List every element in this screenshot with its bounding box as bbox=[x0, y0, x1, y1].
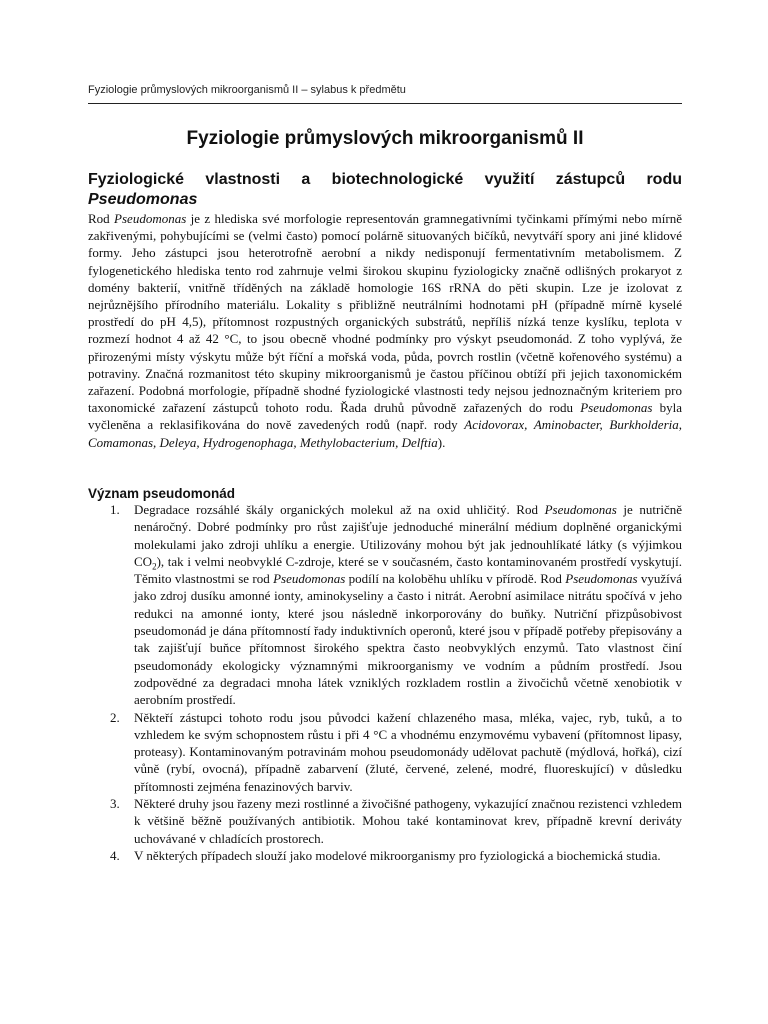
page-title: Fyziologie průmyslových mikroorganismů II bbox=[186, 128, 584, 149]
list-text: využívá jako zdroj dusíku amonné ionty, aminokyseliny a často i nitrát. Aerobní asimilace nitrátu spočívá v jeho redukci na amonné ionty, které jsou následně inkorporovány do buňky. Nutriční přizpůsobivost pseudomonád je dána přítomností řady induktivních operonů, které jsou v případě potřeby přepisovány a tak zajišťují buňce přítomnost širokého spektra často neobvyklých enzymů. Tato vlastnost činí pseudomonády ekologicky významnými mikroorganismy ve vodním a půdním prostředí. Jsou zodpovědné za degradaci mnoha látek vzniklých rozkladem rostlin a živočichů včetně xenobiotik v aerobním prostředí. bbox=[134, 571, 683, 708]
list-item bbox=[88, 795, 682, 847]
list-item bbox=[88, 501, 682, 709]
subscript: 2 bbox=[152, 561, 157, 572]
list-text: Někteří zástupci tohoto rodu jsou původci kažení chlazeného masa, mléka, vajec, ryb, tuků, a to vzhledem ke svým schopnostem růstu i při 4 °C a vhodnému enzymovému vybavení (přítomnost lipasy, proteasy). Kontaminovaným potravinám mohou pseudomonády udělovat pachutě (mýdlová, hořká), cizí vůně (rybí, ovocná), případně zabarvení (žluté, červené, zelené, modré, fluoreskující) v důsledku přítomnosti zejména fenazinových barviv. bbox=[134, 709, 682, 794]
genera-list: Acidovorax, Aminobacter, Burkholderia, Comamonas, Deleya, Hydrogenophaga, Methylobacterium, Delftia bbox=[88, 417, 682, 450]
running-header: Fyziologie průmyslových mikroorganismů II – sylabus k předmětu bbox=[88, 84, 406, 96]
list-number: 4. bbox=[110, 847, 120, 863]
list-text: je nutričně nenáročný. Dobré podmínky pro růst zajišťuje jednoduché minerální médium doplněné organickými molekulami jako zdroji uhlíku a energie. Utilizovány mohou být jak jednouhlíkaté látky (s výjimkou CO bbox=[134, 502, 683, 569]
genus-name: Pseudomonas bbox=[273, 571, 346, 587]
significance-heading: Význam pseudomonád bbox=[88, 486, 236, 501]
genus-name: Pseudomonas bbox=[565, 571, 638, 587]
list-text: podílí na koloběhu uhlíku v přírodě. Rod bbox=[345, 571, 566, 587]
intro-text-d: ). bbox=[437, 434, 446, 450]
list-item bbox=[88, 847, 682, 864]
intro-text-c: byla vyčleněna a reklasifikována do nově zavedených rodů (např. rody bbox=[88, 400, 682, 433]
header-rule bbox=[88, 103, 682, 104]
section-heading: Fyziologické vlastnosti a biotechnologické využití zástupců rodu bbox=[88, 171, 682, 188]
genus-name: Pseudomonas bbox=[114, 211, 187, 226]
genus-name: Pseudomonas bbox=[580, 400, 653, 416]
list-number: 1. bbox=[110, 502, 120, 517]
list-number: 2. bbox=[110, 709, 120, 725]
genus-name: Pseudomonas bbox=[544, 502, 617, 517]
list-number: 3. bbox=[110, 796, 120, 812]
intro-text-b: je z hlediska své morfologie representován gramnegativními tyčinkami přímými nebo mírně zakřivenými, pohybujícími se (velmi často) pomocí polárně situovaných bičíků, nevytváří spory ani jiné klidové formy. Jeho zástupci jsou heterotrofně aerobní a nikdy nedisponují fermentativním metabolismem. Z fylogenetického hlediska tento rod zahrnuje velmi širokou skupinu fyziologicky značně odlišných prokaryot z domény bakterií, vnitřně tříděných na základě homologie 16S rRNA do pěti skupin. Lze je izolovat z nejrůznějšího přírodního materiálu. Lokality s přibližně neutrálními hodnotami pH (případně mírně kyselé prostředí do pH 4,5), přítomnost rozpustných organických substrátů, nepříliš nízká tenze kyslíku, teplota v rozmezí hodnot 4 až 42 °C, to jsou obecně vhodné podmínky pro výskyt pseudomonád. Z toho vyplývá, že přirozenými místy výskytu může být říční a mořská voda, půda, povrch rostlin (včetně kořenového systému) a potraviny. Značná rozmanitost této skupiny mikroorganismů je častou příčinou obtíží při jejich taxonomickém zařazení. Podobná morfologie, případně shodné fyziologické vlastnosti tedy nejsou jednoznačným kriteriem pro taxonomické zařazení zástupců tohoto rodu. Řada druhů původně zařazených do rodu bbox=[88, 211, 682, 416]
section-heading-genus: Pseudomonas bbox=[88, 191, 198, 208]
list-item bbox=[88, 709, 682, 795]
list-text: Degradace rozsáhlé škály organických molekul až na oxid uhličitý. Rod bbox=[134, 502, 545, 517]
intro-paragraph bbox=[88, 210, 682, 451]
list-text: V některých případech slouží jako modelové mikroorganismy pro fyziologická a biochemická studia. bbox=[134, 847, 661, 863]
intro-text-a: Rod bbox=[88, 211, 115, 226]
significance-list bbox=[88, 501, 682, 864]
list-text: ), tak i velmi neobvyklé C-zdroje, které se v současném, často kontaminovaném prostředí vyskytují. Těmito vlastnostmi se rod bbox=[134, 553, 682, 587]
list-text: Některé druhy jsou řazeny mezi rostlinné a živočišné pathogeny, vykazující značnou rezistenci vzhledem k většině běžně používaných antibiotik. Mohou také kontaminovat krev, případně krevní deriváty uchovávané v chladících prostorech. bbox=[134, 796, 682, 846]
